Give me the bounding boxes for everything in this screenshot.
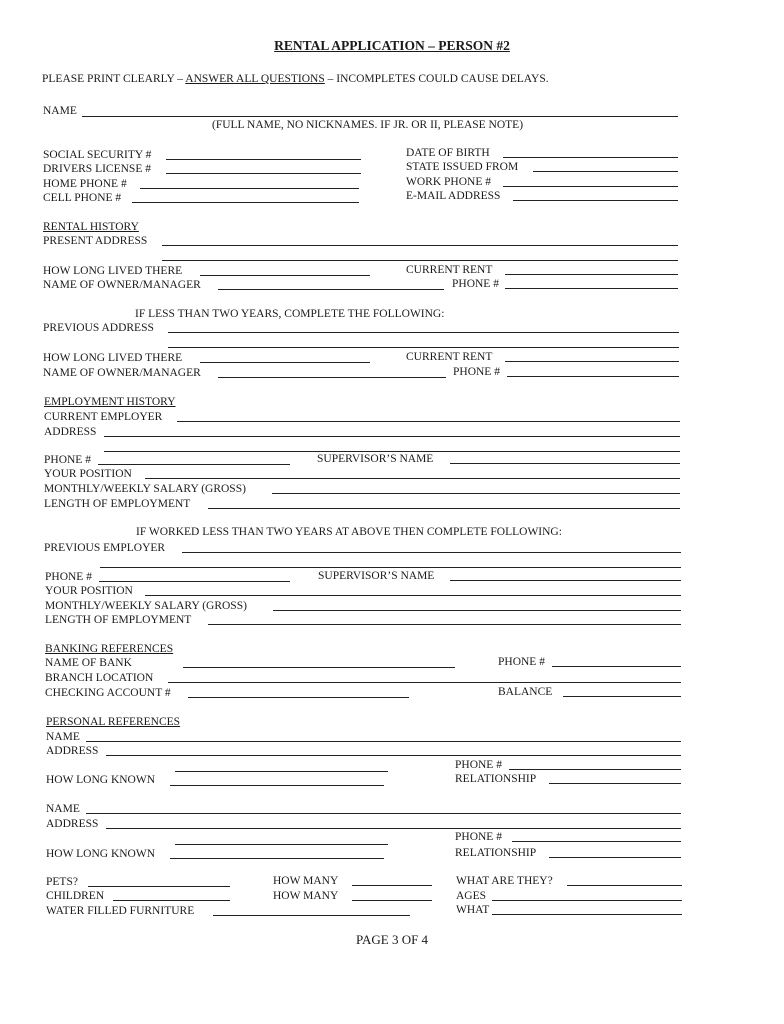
drivers-license-field[interactable] bbox=[166, 173, 361, 174]
owner-manager-field[interactable] bbox=[218, 289, 444, 290]
ages-field[interactable] bbox=[492, 900, 682, 901]
reference1-name-label: NAME bbox=[46, 731, 80, 743]
current-rent-label: CURRENT RENT bbox=[406, 264, 493, 276]
owner-phone-field[interactable] bbox=[505, 288, 678, 289]
page-number: PAGE 3 OF 4 bbox=[355, 932, 429, 947]
previous-employer-field[interactable] bbox=[182, 552, 681, 553]
work-phone-label: WORK PHONE # bbox=[406, 176, 491, 188]
owner-phone-label: PHONE # bbox=[452, 278, 499, 290]
reference2-relationship-label: RELATIONSHIP bbox=[455, 847, 537, 859]
reference1-relationship-field[interactable] bbox=[549, 783, 681, 784]
how-long-lived-label-2: HOW LONG LIVED THERE bbox=[43, 352, 183, 364]
instructions-emphasis: ANSWER ALL QUESTIONS bbox=[185, 73, 325, 85]
length-employment-label: LENGTH OF EMPLOYMENT bbox=[44, 498, 191, 510]
balance-field[interactable] bbox=[563, 696, 681, 697]
current-rent-label-2: CURRENT RENT bbox=[406, 351, 493, 363]
pets-how-many-label: HOW MANY bbox=[273, 875, 339, 887]
pets-how-many-field[interactable] bbox=[352, 885, 432, 886]
personal-references-heading: PERSONAL REFERENCES bbox=[46, 716, 181, 728]
reference2-name-field[interactable] bbox=[86, 813, 681, 814]
salary-field[interactable] bbox=[272, 493, 680, 494]
children-label: CHILDREN bbox=[46, 890, 105, 902]
position-label-2: YOUR POSITION bbox=[45, 585, 133, 597]
previous-employer-field-line2[interactable] bbox=[100, 567, 681, 568]
balance-label: BALANCE bbox=[498, 686, 553, 698]
form-title: RENTAL APPLICATION – PERSON #2 bbox=[274, 38, 510, 53]
position-field-2[interactable] bbox=[145, 595, 681, 596]
state-issued-label: STATE ISSUED FROM bbox=[406, 161, 519, 173]
present-address-field[interactable] bbox=[162, 245, 678, 246]
cell-phone-field[interactable] bbox=[132, 202, 359, 203]
current-rent-field[interactable] bbox=[505, 274, 678, 275]
water-furniture-label: WATER FILLED FURNITURE bbox=[46, 905, 195, 917]
reference1-phone-field[interactable] bbox=[509, 769, 681, 770]
employer-phone-label: PHONE # bbox=[44, 454, 91, 466]
home-phone-field[interactable] bbox=[140, 188, 359, 189]
salary-label: MONTHLY/WEEKLY SALARY (GROSS) bbox=[44, 483, 246, 495]
bank-name-field[interactable] bbox=[183, 667, 455, 668]
what-are-they-field[interactable] bbox=[567, 885, 682, 886]
present-address-label: PRESENT ADDRESS bbox=[43, 235, 148, 247]
supervisor-label-2: SUPERVISOR’S NAME bbox=[318, 570, 435, 582]
reference2-address-label: ADDRESS bbox=[46, 818, 99, 830]
instructions-part1: PLEASE PRINT CLEARLY – bbox=[42, 73, 186, 85]
owner-manager-label: NAME OF OWNER/MANAGER bbox=[43, 279, 201, 291]
if-worked-less-instruction: IF WORKED LESS THAN TWO YEARS AT ABOVE THEN COMPLETE FOLLOWING: bbox=[136, 526, 562, 538]
employer-address-label: ADDRESS bbox=[44, 426, 97, 438]
reference1-relationship-label: RELATIONSHIP bbox=[455, 773, 537, 785]
water-furniture-what-field[interactable] bbox=[492, 914, 682, 915]
how-long-lived-label: HOW LONG LIVED THERE bbox=[43, 265, 183, 277]
children-field[interactable] bbox=[113, 900, 230, 901]
bank-name-label: NAME OF BANK bbox=[45, 657, 132, 669]
owner-manager-field-2[interactable] bbox=[218, 377, 446, 378]
salary-label-2: MONTHLY/WEEKLY SALARY (GROSS) bbox=[45, 600, 247, 612]
current-employer-label: CURRENT EMPLOYER bbox=[44, 411, 163, 423]
if-less-instruction: IF LESS THAN TWO YEARS, COMPLETE THE FOLLOWING: bbox=[135, 308, 445, 320]
position-field[interactable] bbox=[145, 478, 680, 479]
position-label: YOUR POSITION bbox=[44, 468, 132, 480]
water-furniture-what-label: WHAT bbox=[456, 904, 490, 916]
checking-account-field[interactable] bbox=[188, 697, 409, 698]
children-how-many-field[interactable] bbox=[352, 900, 432, 901]
supervisor-label: SUPERVISOR’S NAME bbox=[317, 453, 434, 465]
reference2-phone-field[interactable] bbox=[512, 841, 681, 842]
reference1-name-field[interactable] bbox=[86, 741, 681, 742]
ssn-field[interactable] bbox=[166, 159, 361, 160]
employer-address-field[interactable] bbox=[104, 436, 680, 437]
employer-address-field-line2[interactable] bbox=[104, 451, 680, 452]
reference1-address-field-line2[interactable] bbox=[175, 771, 388, 772]
email-label: E-MAIL ADDRESS bbox=[406, 190, 501, 202]
reference1-phone-label: PHONE # bbox=[455, 759, 502, 771]
name-label: NAME bbox=[43, 105, 77, 117]
name-field[interactable] bbox=[82, 116, 678, 117]
what-are-they-label: WHAT ARE THEY? bbox=[456, 875, 553, 887]
reference1-how-long-field[interactable] bbox=[170, 785, 384, 786]
dob-field[interactable] bbox=[503, 157, 678, 158]
banking-references-heading: BANKING REFERENCES bbox=[45, 643, 174, 655]
email-field[interactable] bbox=[513, 200, 678, 201]
branch-location-field[interactable] bbox=[168, 682, 681, 683]
pets-label: PETS? bbox=[46, 876, 78, 888]
length-employment-field-2[interactable] bbox=[208, 624, 681, 625]
reference1-address-field[interactable] bbox=[106, 755, 681, 756]
reference2-name-label: NAME bbox=[46, 803, 80, 815]
reference2-address-field[interactable] bbox=[106, 828, 681, 829]
owner-phone-field-2[interactable] bbox=[507, 376, 679, 377]
salary-field-2[interactable] bbox=[273, 610, 681, 611]
current-rent-field-2[interactable] bbox=[505, 361, 679, 362]
length-employment-label-2: LENGTH OF EMPLOYMENT bbox=[45, 614, 192, 626]
previous-employer-label: PREVIOUS EMPLOYER bbox=[44, 542, 166, 554]
reference2-relationship-field[interactable] bbox=[549, 857, 681, 858]
pets-field[interactable] bbox=[88, 886, 230, 887]
owner-manager-label-2: NAME OF OWNER/MANAGER bbox=[43, 367, 201, 379]
previous-employer-phone-label: PHONE # bbox=[45, 571, 92, 583]
current-employer-field[interactable] bbox=[177, 421, 680, 422]
how-long-lived-field[interactable] bbox=[200, 275, 370, 276]
how-long-lived-field-2[interactable] bbox=[200, 362, 370, 363]
water-furniture-field[interactable] bbox=[213, 915, 410, 916]
cell-phone-label: CELL PHONE # bbox=[43, 192, 122, 204]
children-how-many-label: HOW MANY bbox=[273, 890, 339, 902]
reference2-how-long-label: HOW LONG KNOWN bbox=[46, 848, 156, 860]
previous-address-label: PREVIOUS ADDRESS bbox=[43, 322, 154, 334]
previous-address-field-line2[interactable] bbox=[168, 347, 679, 348]
home-phone-label: HOME PHONE # bbox=[43, 178, 127, 190]
instructions bbox=[42, 73, 549, 86]
checking-account-label: CHECKING ACCOUNT # bbox=[45, 687, 171, 699]
reference2-how-long-field[interactable] bbox=[170, 858, 384, 859]
reference1-how-long-label: HOW LONG KNOWN bbox=[46, 774, 156, 786]
employment-history-heading: EMPLOYMENT HISTORY bbox=[44, 396, 176, 408]
supervisor-field[interactable] bbox=[450, 463, 680, 464]
reference2-phone-label: PHONE # bbox=[455, 831, 502, 843]
reference2-address-field-line2[interactable] bbox=[175, 844, 388, 845]
ssn-label: SOCIAL SECURITY # bbox=[43, 149, 152, 161]
instructions-part3: – INCOMPLETES COULD CAUSE DELAYS. bbox=[324, 73, 549, 85]
supervisor-field-2[interactable] bbox=[450, 580, 681, 581]
present-address-field-line2[interactable] bbox=[162, 260, 678, 261]
name-note: (FULL NAME, NO NICKNAMES. IF JR. OR II, PLEASE NOTE) bbox=[212, 119, 524, 131]
employer-phone-field[interactable] bbox=[98, 464, 290, 465]
bank-phone-field[interactable] bbox=[552, 666, 681, 667]
previous-employer-phone-field[interactable] bbox=[99, 581, 290, 582]
rental-history-heading: RENTAL HISTORY bbox=[43, 221, 139, 233]
branch-location-label: BRANCH LOCATION bbox=[45, 672, 154, 684]
bank-phone-label: PHONE # bbox=[498, 656, 545, 668]
ages-label: AGES bbox=[456, 890, 487, 902]
drivers-license-label: DRIVERS LICENSE # bbox=[43, 163, 151, 175]
owner-phone-label-2: PHONE # bbox=[453, 366, 500, 378]
length-employment-field[interactable] bbox=[208, 508, 680, 509]
dob-label: DATE OF BIRTH bbox=[406, 147, 490, 159]
state-issued-field[interactable] bbox=[533, 171, 678, 172]
reference1-address-label: ADDRESS bbox=[46, 745, 99, 757]
previous-address-field[interactable] bbox=[168, 332, 679, 333]
work-phone-field[interactable] bbox=[503, 186, 678, 187]
